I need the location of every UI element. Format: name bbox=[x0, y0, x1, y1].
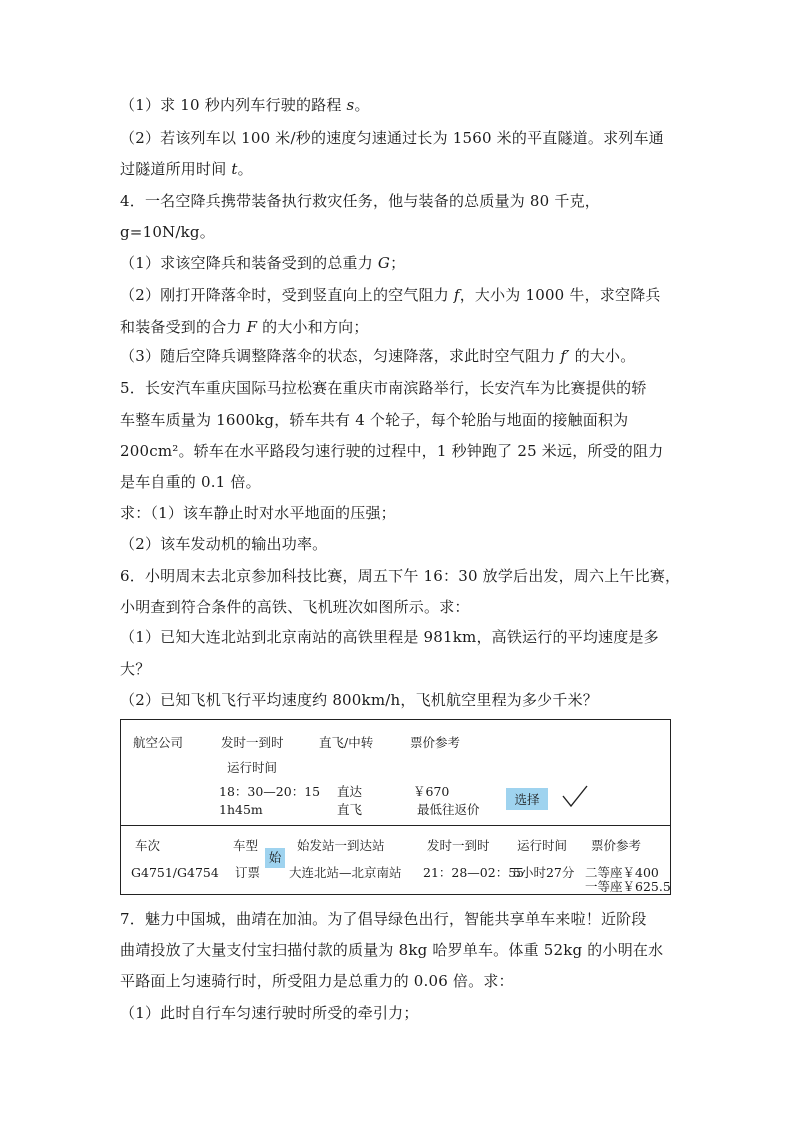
train-header-route: 始发站一到达站 bbox=[297, 838, 385, 853]
text-line: （1）此时自行车匀速行驶时所受的牵引力； bbox=[120, 1004, 419, 1022]
flight-header-price: 票价参考 bbox=[410, 735, 461, 750]
flight-duration: 1h45m bbox=[219, 802, 263, 817]
text-line: （3）随后空降兵调整降落伞的状态，匀速降落，求此时空气阻力 f′ 的大小。 bbox=[120, 347, 636, 365]
text-line: 200cm²。轿车在水平路段匀速行驶的过程中，1 秒钟跑了 25 米远，所受的阻力 bbox=[120, 442, 664, 460]
text-line: 6．小明周末去北京参加科技比赛，周五下午 16：30 放学后出发，周六上午比赛， bbox=[120, 567, 681, 585]
text-line: （1）求 10 秒内列车行驶的路程 s。 bbox=[120, 96, 370, 114]
flight-header-time: 发时一到时 bbox=[221, 735, 284, 750]
text-line: （2）该车发动机的输出功率。 bbox=[120, 535, 328, 553]
flight-price-note: 最低往返价 bbox=[417, 802, 480, 817]
train-header-time: 发时一到时 bbox=[427, 838, 490, 853]
text-line: （2）若该列车以 100 米/秒的速度匀速通过长为 1560 米的平直隧道。求列车通 bbox=[120, 129, 664, 147]
train-price-second: 二等座￥400 bbox=[585, 865, 659, 880]
text-line: （1）已知大连北站到北京南站的高铁里程是 981km，高铁运行的平均速度是多 bbox=[120, 628, 659, 646]
text-line: 是车自重的 0.1 倍。 bbox=[120, 473, 261, 491]
text-line: （2）刚打开降落伞时，受到竖直向上的空气阻力 f，大小为 1000 牛，求空降兵 bbox=[120, 286, 661, 304]
train-duration: 5小时27分 bbox=[513, 865, 575, 880]
text-line: 4．一名空降兵携带装备执行救灾任务，他与装备的总质量为 80 千克， bbox=[120, 192, 600, 210]
schedule-figure bbox=[120, 719, 671, 895]
flight-type-2: 直飞 bbox=[337, 802, 363, 817]
train-header-number: 车次 bbox=[135, 838, 161, 853]
text-line: 平路面上匀速骑行时，所受阻力是总重力的 0.06 倍。求： bbox=[120, 972, 514, 990]
text-line: g=10N/kg。 bbox=[120, 223, 215, 241]
text-line: （1）求该空降兵和装备受到的总重力 G； bbox=[120, 254, 406, 272]
flight-header-duration: 运行时间 bbox=[227, 760, 278, 775]
text-line: 过隧道所用时间 t。 bbox=[120, 160, 253, 178]
flight-type-1: 直达 bbox=[337, 784, 363, 799]
text-line: 和装备受到的合力 F 的大小和方向； bbox=[120, 318, 369, 336]
text-line: 求：（1）该车静止时对水平地面的压强； bbox=[120, 504, 396, 522]
train-price-first: 一等座￥625.5 bbox=[585, 879, 671, 894]
train-header-duration: 运行时间 bbox=[517, 838, 568, 853]
select-button[interactable]: 选择 bbox=[506, 788, 548, 810]
text-line: 大？ bbox=[120, 660, 151, 678]
flight-price: ￥670 bbox=[413, 784, 450, 799]
train-route: 大连北站—北京南站 bbox=[289, 865, 402, 880]
train-header-seat-type: 车型 bbox=[233, 838, 259, 853]
train-header-price: 票价参考 bbox=[591, 838, 642, 853]
text-line: 曲靖投放了大量支付宝扫描付款的质量为 8kg 哈罗单车。体重 52kg 的小明在水 bbox=[120, 941, 664, 959]
flight-header-type: 直飞/中转 bbox=[319, 735, 374, 750]
train-seat-type[interactable]: 订票 bbox=[235, 865, 261, 880]
figure-divider bbox=[121, 825, 670, 826]
text-line: 5．长安汽车重庆国际马拉松赛在重庆市南滨路举行，长安汽车为比赛提供的轿 bbox=[120, 379, 647, 397]
train-time: 21：28—02：55 bbox=[423, 865, 525, 880]
origin-badge: 始 bbox=[265, 848, 285, 868]
train-number: G4751/G4754 bbox=[131, 865, 219, 880]
text-line: 小明查到符合条件的高铁、飞机班次如图所示。求： bbox=[120, 598, 470, 616]
checkmark-icon bbox=[561, 784, 589, 810]
flight-header-airline: 航空公司 bbox=[133, 735, 184, 750]
text-line: 7．魅力中国城，曲靖在加油。为了倡导绿色出行，智能共享单车来啦！近阶段 bbox=[120, 910, 647, 928]
flight-time: 18：30—20：15 bbox=[219, 784, 321, 799]
text-line: （2）已知飞机飞行平均速度约 800km/h，飞机航空里程为多少千米？ bbox=[120, 691, 598, 709]
text-line: 车整车质量为 1600kg，轿车共有 4 个轮子，每个轮胎与地面的接触面积为 bbox=[120, 411, 629, 429]
